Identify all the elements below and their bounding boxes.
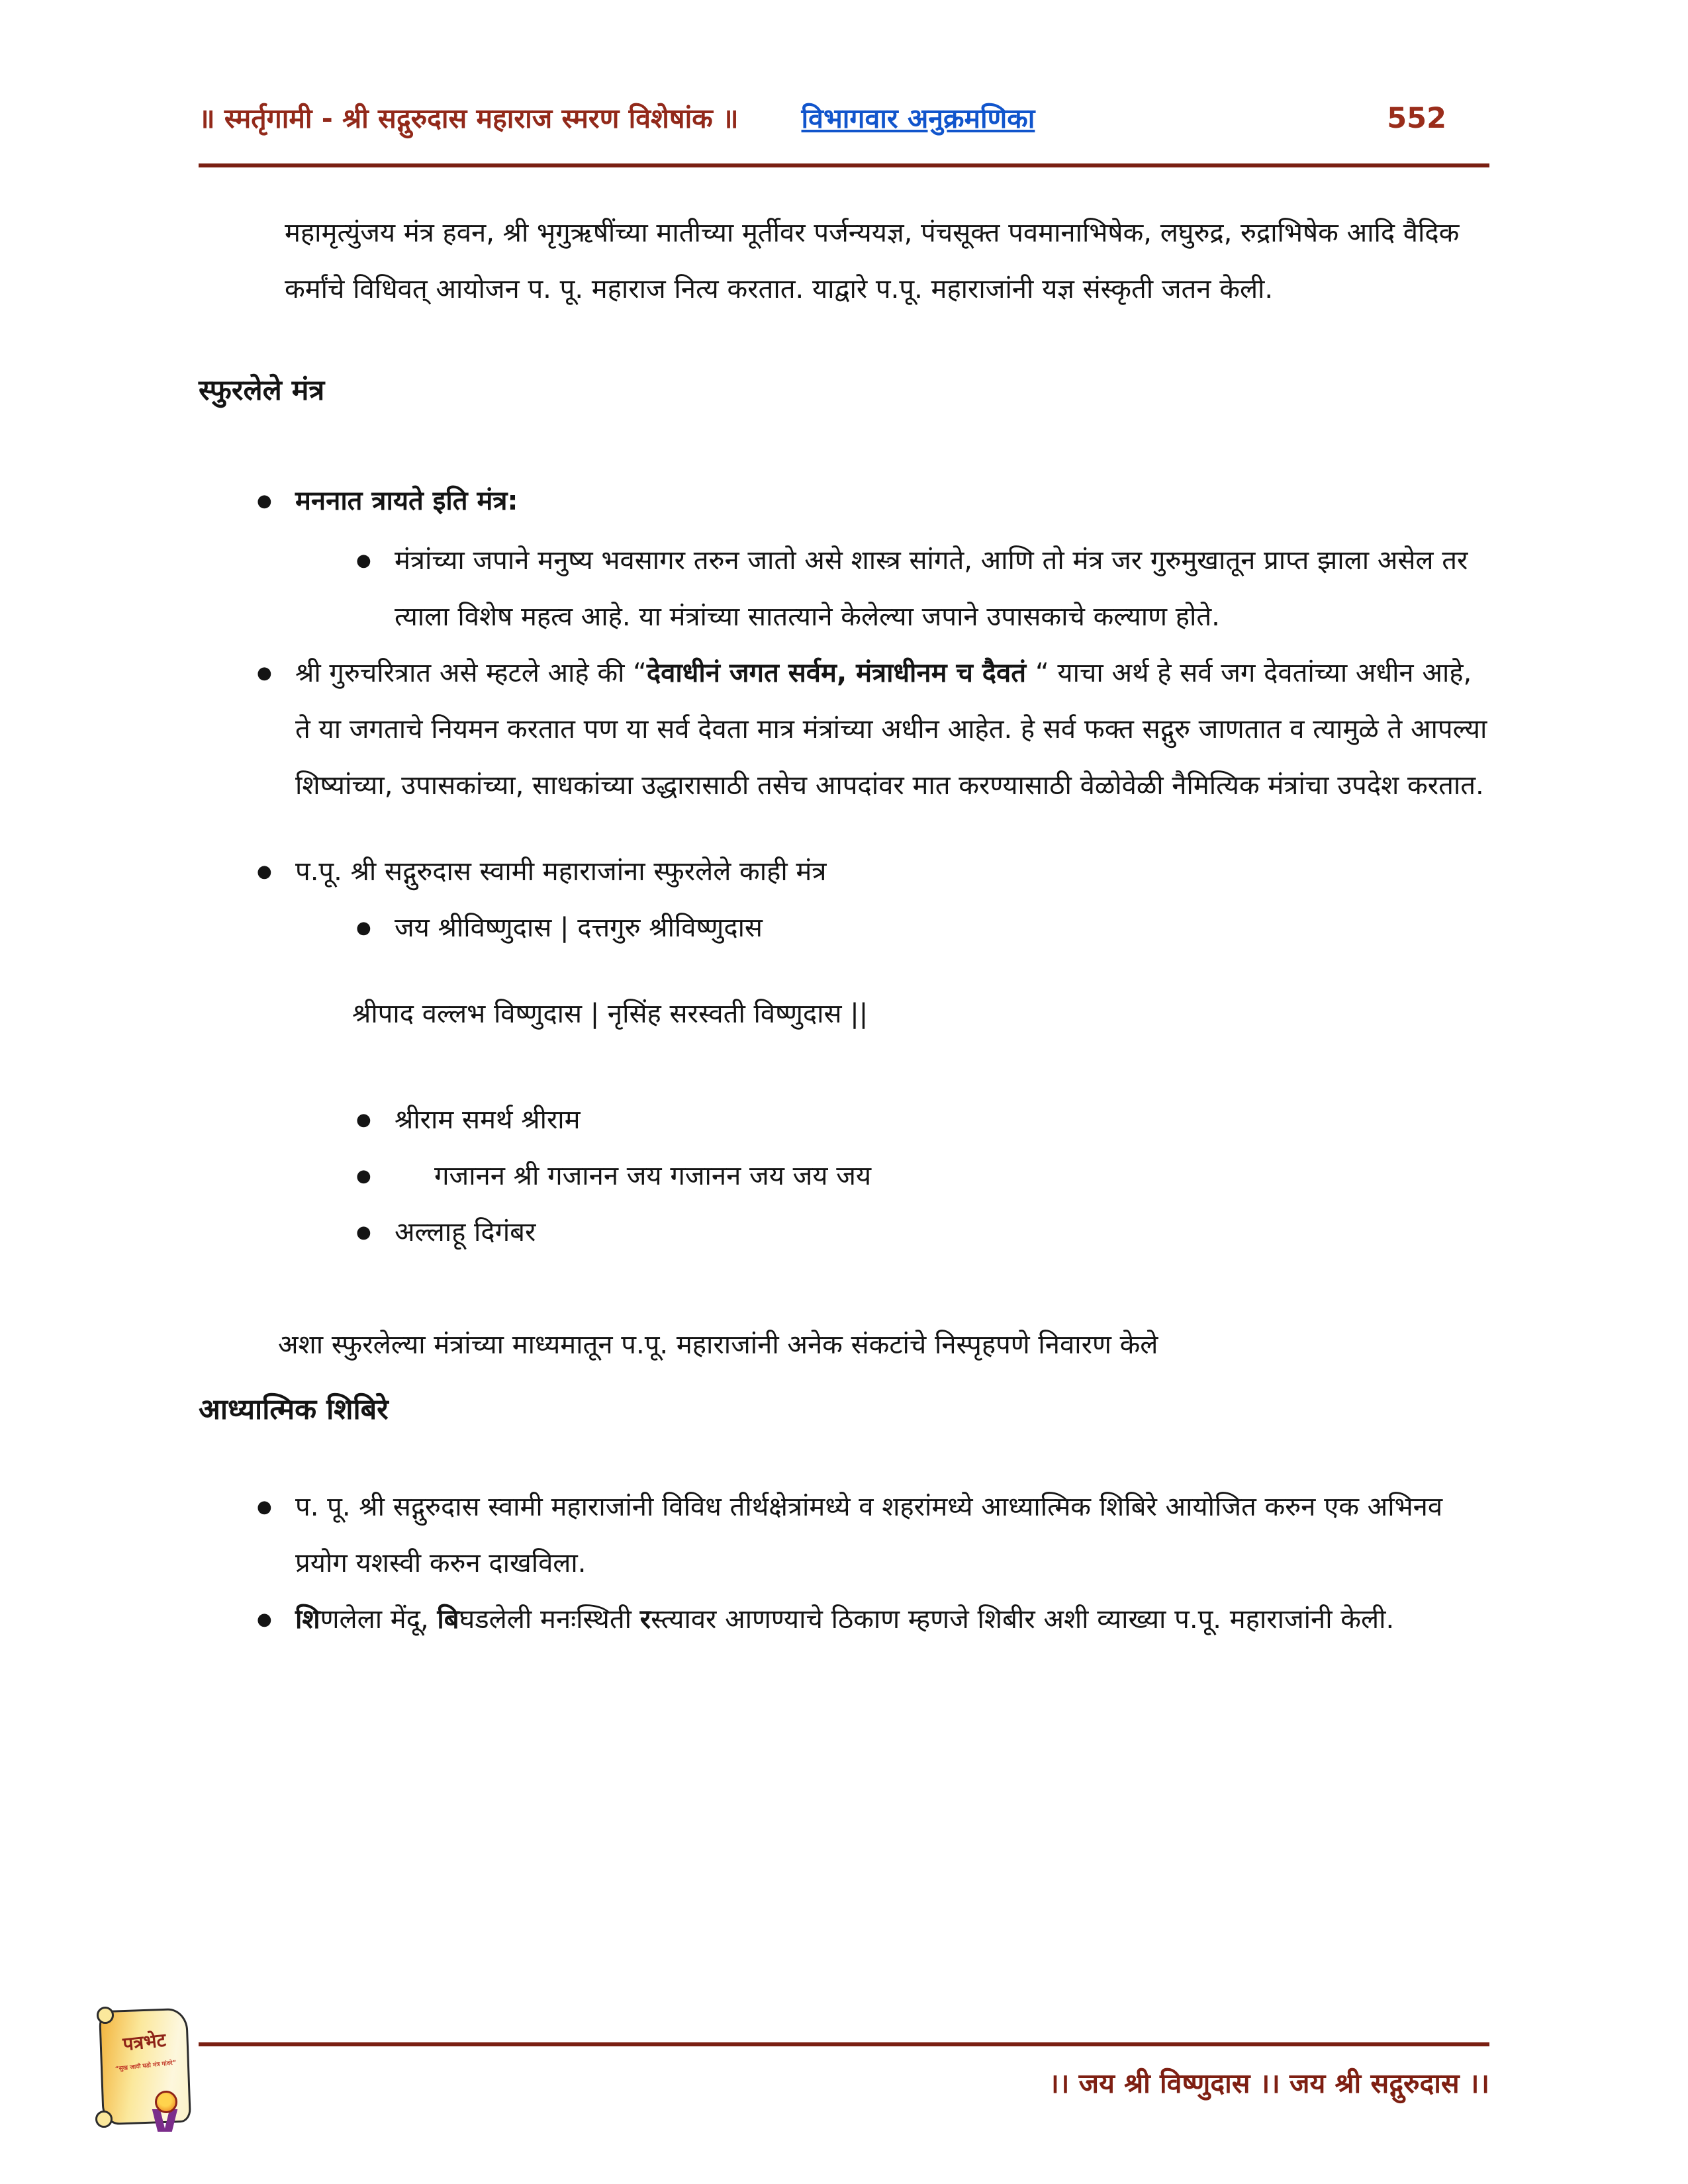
scroll-curl-bottom	[95, 2111, 113, 2128]
list-item	[199, 1479, 1489, 1592]
logo-tagline: “सुख जावो घडो मंत्र गांवरे”	[115, 2060, 177, 2073]
footer-divider	[199, 2042, 1489, 2046]
bullet-icon: ●	[356, 918, 371, 938]
list-item	[199, 844, 1489, 900]
mantra-point3-title: प.पू. श्री सद्गुरुदास स्वामी महाराजांना स्फुरलेले काही मंत्र	[295, 856, 827, 887]
shibir-point2-text2: घडलेली मनःस्थिती	[459, 1604, 640, 1635]
section-heading-shibir: आध्यात्मिक शिबिरे	[199, 1393, 389, 1426]
bullet-icon: ●	[356, 1166, 371, 1186]
bullet-icon: ●	[356, 1110, 371, 1130]
page-number: 552	[1387, 102, 1446, 135]
toc-link[interactable]: विभागवार अनुक्रमणिका	[801, 103, 1035, 134]
shibir-point2-bold1: शि	[295, 1604, 320, 1635]
list-item	[199, 1148, 1489, 1205]
mantra-closing-paragraph: अशा स्फुरलेल्या मंत्रांच्या माध्यमातून प.पू. महाराजांनी अनेक संकटांचे निस्पृहपणे निवारण केले	[278, 1330, 1158, 1360]
list-item	[199, 1092, 1489, 1148]
mantra-point1-detail: मंत्रांच्या जपाने मनुष्य भवसागर तरुन जातो असे शास्त्र सांगते, आणि तो मंत्र जर गुरुमुखातून प्राप्त झाला असेल तर त्याला विशेष महत्व आहे. या मंत्रांच्या सातत्याने केलेल्या जपाने उपासकाचे कल्याण होते.	[395, 545, 1468, 632]
bullet-icon: ●	[257, 663, 272, 683]
bullet-icon: ●	[356, 1222, 371, 1242]
intro-paragraph: महामृत्युंजय मंत्र हवन, श्री भृगुऋषींच्या मातीच्या मूर्तीवर पर्जन्ययज्ञ, पंचसूक्त पवमानाभिषेक, लघुरुद्र, रुद्राभिषेक आदि वैदिक कर्मांचे विधिवत् आयोजन प. पू. महाराज नित्य करतात. याद्वारे प.पू. महाराजांनी यज्ञ संस्कृती जतन केली.	[285, 218, 1460, 304]
bullet-icon: ●	[257, 1497, 272, 1517]
list-item	[199, 1205, 1489, 1261]
page-body	[199, 189, 1489, 1648]
rosette-seal-icon	[155, 2091, 177, 2113]
mantra-point2-pre: श्री गुरुचरित्रात असे म्हटले आहे की “	[295, 658, 647, 688]
bullet-icon: ●	[257, 862, 272, 882]
mantra-point2-quote: देवाधीनं जगत सर्वम, मंत्राधीनम च दैवतं	[646, 658, 1035, 688]
scroll-curl-top	[97, 2007, 114, 2024]
patrabhet-scroll-logo	[91, 2005, 197, 2148]
mantra-line-3: श्रीराम समर्थ श्रीराम	[395, 1105, 581, 1135]
shibir-point2-text1: णलेला मेंदू,	[320, 1604, 438, 1635]
section-heading-mantra: स्फुरलेले मंत्र	[199, 374, 325, 407]
list-item	[199, 473, 1489, 529]
shibir-point2-bold3: र	[639, 1604, 651, 1635]
mantra-line-4: गजानन श्री गजानन जय गजानन जय जय जय	[434, 1161, 872, 1191]
mantra-line-5: अल्लाहू दिगंबर	[395, 1217, 536, 1248]
bullet-icon: ●	[257, 1610, 272, 1629]
mantra-line-1: जय श्रीविष्णुदास | दत्तगुरु श्रीविष्णुदास	[395, 913, 763, 943]
shibir-point2	[295, 1592, 1489, 1648]
mantra-line-2: श्रीपाद वल्लभ विष्णुदास | नृसिंह सरस्वती विष्णुदास ||	[352, 999, 868, 1029]
mantra-point2	[295, 645, 1489, 814]
bullet-icon: ●	[356, 551, 371, 570]
list-item	[199, 533, 1489, 645]
logo-title: पत्रभेट	[121, 2028, 167, 2056]
bullet-icon: ●	[257, 491, 272, 511]
journal-title: ॥ स्मर्तृगामी - श्री सद्गुरुदास महाराज स्मरण विशेषांक ॥	[199, 103, 739, 134]
mantra-point1-title: मननात त्रायते इति मंत्र:	[295, 486, 518, 516]
page-header	[199, 99, 1489, 136]
shibir-point2-text3: स्त्यावर आणण्याचे ठिकाण म्हणजे शिबीर अशी व्याख्या प.पू. महाराजांनी केली.	[651, 1604, 1395, 1635]
footer-blessing: ।। जय श्री विष्णुदास ।। जय श्री सद्गुरुदास ।।	[1049, 2068, 1489, 2099]
shibir-point2-bold2: बि	[437, 1604, 459, 1635]
shibir-point1: प. पू. श्री सद्गुरुदास स्वामी महाराजांनी विविध तीर्थक्षेत्रांमध्ये व शहरांमध्ये आध्यात्मिक शिबिरे आयोजित करुन एक अभिनव प्रयोग यशस्वी करुन दाखविला.	[295, 1492, 1443, 1578]
list-item	[199, 900, 1489, 956]
list-item	[199, 645, 1489, 814]
mantra-point2-post: “ याचा अर्थ हे सर्व जग देवतांच्या अधीन आहे, ते या जगताचे नियमन करतात पण या सर्व देवता मात्र मंत्रांच्या अधीन आहेत. हे सर्व फक्त सद्गुरु जाणतात व त्यामुळे ते आपल्या शिष्यांच्या, उपासकांच्या, साधकांच्या उद्धारासाठी तसेच आपदांवर मात करण्यासाठी वेळोवेळी नैमित्यिक मंत्रांचा उपदेश करतात.	[295, 658, 1487, 801]
header-divider	[199, 163, 1489, 167]
list-item	[199, 1592, 1489, 1648]
